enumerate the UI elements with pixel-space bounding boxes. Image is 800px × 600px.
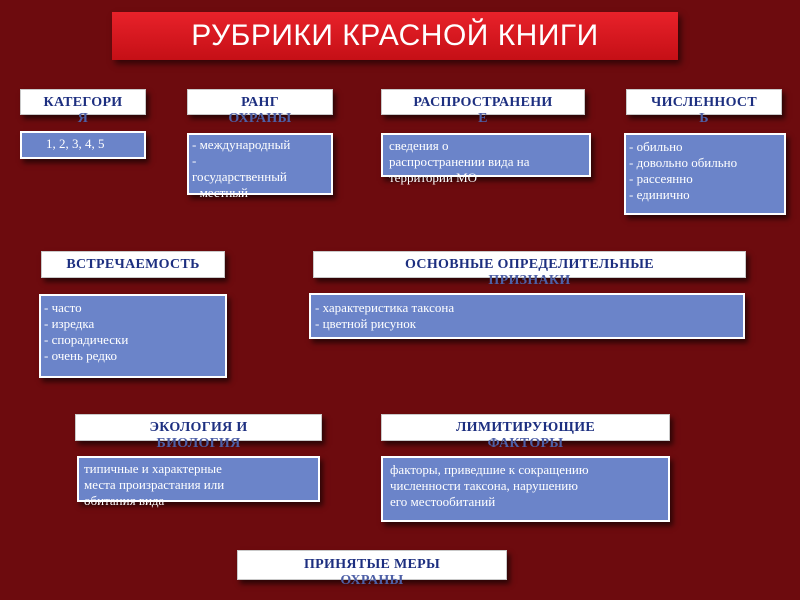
abundance-line: - обильно (629, 139, 683, 154)
occurrence-line: - очень редко (44, 348, 118, 363)
distribution-heading-overflow: Е (478, 111, 488, 126)
ecology-heading-text: ЭКОЛОГИЯ И (149, 420, 248, 435)
limiting-heading-text: ЛИМИТИРУЮЩИЕ (455, 420, 596, 435)
distribution-box (381, 133, 591, 185)
limiting-heading-overflow: ФАКТОРЫ (487, 436, 564, 451)
measures-heading (237, 550, 507, 588)
occurrence-heading (41, 251, 225, 278)
features-box (309, 293, 745, 339)
limiting-line: численности таксона, нарушению (390, 478, 578, 493)
abundance-line: - довольно обильно (629, 155, 738, 170)
distribution-line: сведения о (389, 138, 449, 153)
rank-heading-overflow: ОХРАНЫ (228, 111, 292, 126)
measures-heading-overflow: ОХРАНЫ (340, 573, 404, 588)
distribution-heading-text: РАСПРОСТРАНЕНИ (413, 95, 553, 110)
features-heading (313, 251, 746, 288)
ecology-line: обитания вида (84, 493, 165, 508)
ecology-line: места произрастания или (84, 477, 225, 492)
ecology-heading-overflow: БИОЛОГИЯ (156, 436, 241, 451)
occurrence-line: - спорадически (44, 332, 129, 347)
rank-line: - местный (192, 185, 248, 200)
abundance-heading (626, 89, 782, 126)
rank-line: государственный (192, 169, 287, 184)
limiting-line: его местообитаний (390, 494, 496, 509)
abundance-heading-text: ЧИСЛЕННОСТ (651, 95, 757, 110)
limiting-box (381, 456, 670, 522)
limiting-heading (381, 414, 670, 451)
abundance-line: - единично (629, 187, 690, 202)
abundance-box (624, 133, 786, 215)
rank-heading (187, 89, 333, 126)
category-line: 1, 2, 3, 4, 5 (46, 136, 105, 151)
ecology-heading (75, 414, 322, 451)
occurrence-box (39, 294, 227, 378)
distribution-line: территории МО (389, 170, 478, 185)
distribution-heading (381, 89, 585, 126)
category-heading-overflow: Я (77, 111, 89, 126)
category-heading (20, 89, 146, 126)
occurrence-line: - изредка (44, 316, 95, 331)
rank-line: - (192, 153, 197, 168)
features-line: - цветной рисунок (315, 316, 417, 331)
rank-box (187, 133, 333, 200)
ecology-box (77, 456, 320, 508)
occurrence-line: - часто (44, 300, 82, 315)
distribution-line: распространении вида на (389, 154, 530, 169)
category-box (20, 131, 146, 159)
page-title: РУБРИКИ КРАСНОЙ КНИГИ (112, 12, 678, 60)
features-line: - характеристика таксона (315, 300, 455, 315)
abundance-line: - рассеянно (629, 171, 693, 186)
limiting-line: факторы, приведшие к сокращению (390, 462, 589, 477)
occurrence-heading-text: ВСТРЕЧАЕМОСТЬ (66, 257, 200, 272)
rank-line: - международный (192, 137, 291, 152)
abundance-heading-overflow: Ь (699, 111, 709, 126)
features-heading-overflow: ПРИЗНАКИ (488, 273, 571, 288)
features-heading-text: ОСНОВНЫЕ ОПРЕДЕЛИТЕЛЬНЫЕ (405, 257, 654, 272)
measures-heading-text: ПРИНЯТЫЕ МЕРЫ (303, 557, 440, 572)
category-heading-text: КАТЕГОРИ (43, 95, 123, 110)
rank-heading-text: РАНГ (241, 95, 279, 110)
ecology-line: типичные и характерные (84, 461, 222, 476)
